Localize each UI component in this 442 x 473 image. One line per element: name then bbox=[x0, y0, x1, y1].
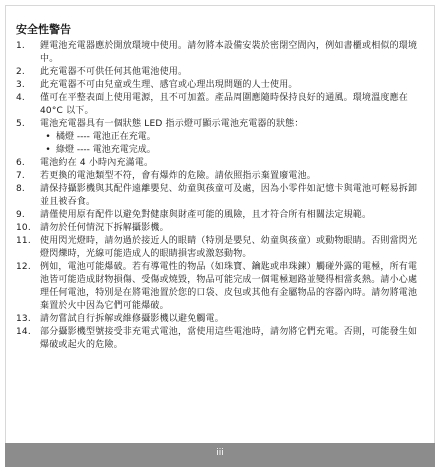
list-item bbox=[16, 40, 426, 66]
item-number: 6. bbox=[16, 158, 25, 168]
item-number: 1. bbox=[16, 41, 25, 51]
item-text: 部分攝影機型號接受非充電式電池，當使用這些電池時，請勿將它們充電。否則，可能發生如爆破或起火的危險。 bbox=[40, 327, 418, 350]
bullet-icon: • bbox=[45, 145, 51, 155]
list-item bbox=[16, 183, 426, 209]
item-number: 7. bbox=[16, 171, 25, 181]
item-number: 14. bbox=[16, 327, 31, 337]
list-item bbox=[16, 118, 426, 131]
item-text: 此充電器不可供任何其他電池使用。 bbox=[40, 67, 188, 77]
list-item bbox=[16, 157, 426, 170]
sub-list-item bbox=[16, 144, 426, 157]
list-item bbox=[16, 313, 426, 326]
bullet-icon: • bbox=[45, 132, 51, 142]
page-title: 安全性警告 bbox=[16, 23, 71, 36]
list-item bbox=[16, 92, 426, 118]
item-number: 2. bbox=[16, 67, 25, 77]
item-text: 請保持攝影機與其配件遠離嬰兒、幼童與孩童可及處，因為小零件如記憶卡與電池可輕易拆卸並且被吞食。 bbox=[40, 184, 418, 207]
page-number: iii bbox=[216, 448, 224, 458]
item-number: 10. bbox=[16, 223, 31, 233]
list-item bbox=[16, 222, 426, 235]
item-number: 5. bbox=[16, 119, 25, 129]
item-text: 電池約在 4 小時內充滿電。 bbox=[40, 158, 154, 168]
item-text: 請勿嘗試自行拆解或維修攝影機以避免觸電。 bbox=[40, 314, 225, 324]
list-item bbox=[16, 79, 426, 92]
item-text: 鋰電池充電器應於開放環境中使用。請勿將本設備安裝於密閉空間內，例如書櫃或相似的環境中。 bbox=[40, 41, 418, 64]
item-text: 請僅使用原有配件以避免對健康與財產可能的風險，且才符合所有相關法定規範。 bbox=[40, 210, 372, 220]
sub-item-text: 綠燈 ---- 電池充電完成。 bbox=[56, 145, 156, 155]
item-number: 3. bbox=[16, 80, 25, 90]
item-text: 僅可在平整表面上使用電源，且不可加蓋。產品周圍應隨時保持良好的通風。環境溫度應在 40°C 以下。 bbox=[40, 93, 409, 116]
item-text: 使用閃光燈時，請勿過於接近人的眼睛（特別是嬰兒、幼童與孩童）或動物眼睛。否則當閃光燈閃爍時，光線可能造成人的眼睛損害或激怒動物。 bbox=[40, 236, 418, 259]
sub-list-item bbox=[16, 131, 426, 144]
item-number: 13. bbox=[16, 314, 31, 324]
list-item bbox=[16, 261, 426, 313]
item-text: 若更換的電池類型不符，會有爆炸的危險。請依照指示棄置廢電池。 bbox=[40, 171, 317, 181]
item-number: 11. bbox=[16, 236, 31, 246]
item-number: 8. bbox=[16, 184, 25, 194]
item-text: 此充電器不可由兒童或生理、感官或心理出現問題的人士使用。 bbox=[40, 80, 298, 90]
item-number: 9. bbox=[16, 210, 25, 220]
item-number: 4. bbox=[16, 93, 25, 103]
safety-content bbox=[16, 23, 426, 352]
list-item bbox=[16, 170, 426, 183]
list-item bbox=[16, 209, 426, 222]
footer-bar bbox=[5, 443, 435, 467]
list-item bbox=[16, 235, 426, 261]
list-item bbox=[16, 326, 426, 352]
sub-item-text: 橘燈 ---- 電池正在充電。 bbox=[56, 132, 156, 142]
list-item bbox=[16, 66, 426, 79]
item-number: 12. bbox=[16, 262, 31, 272]
item-text: 例如，電池可能爆破。若有導電性的物品（如珠寶、鑰匙或串珠鍊）觸碰外露的電極，所有電池皆可能造成財物損傷、受傷或燒毀，物品可能完成一個電極迴路並變得相當炙熱。請小心處理任何電池，特別是在將電池置於您的口袋、皮包或其他有金屬物品的容器內時。請勿將電池棄置於火中因為它們可能爆破。 bbox=[40, 262, 418, 311]
item-text: 請勿於任何情況下拆解攝影機。 bbox=[40, 223, 169, 233]
item-text: 電池充電器具有一個狀態 LED 指示燈可顯示電池充電器的狀態： bbox=[40, 119, 304, 129]
